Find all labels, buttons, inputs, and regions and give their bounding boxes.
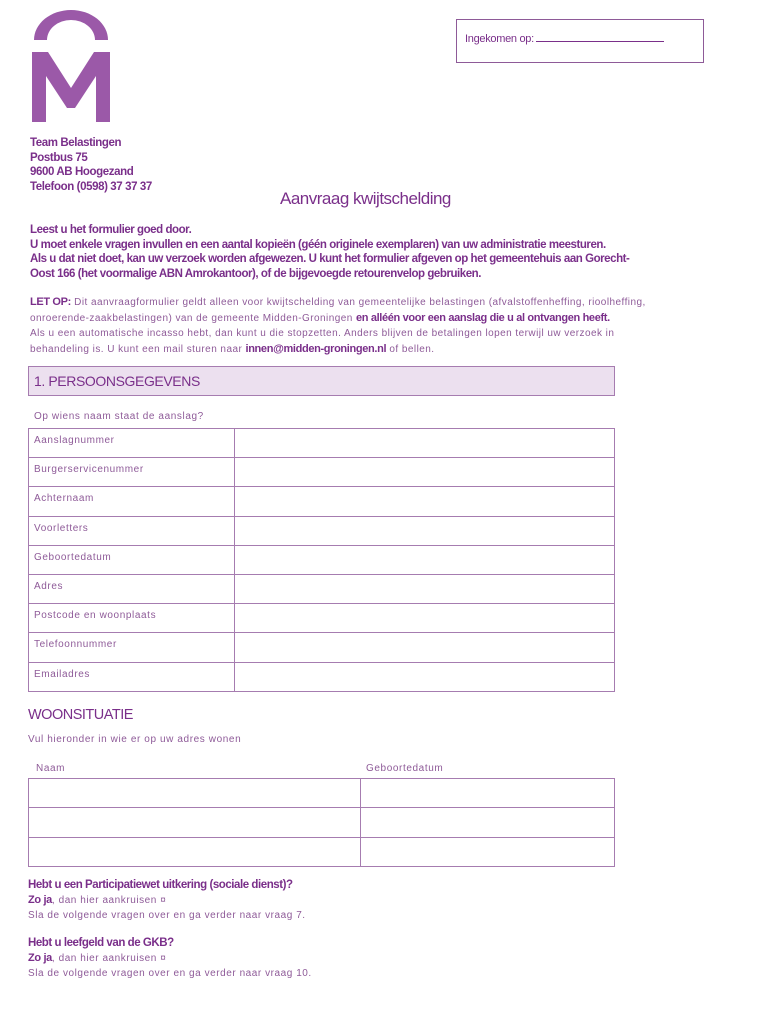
page-title: Aanvraag kwijtschelding	[280, 189, 451, 208]
field-label: Emailadres	[29, 662, 235, 691]
personal-data-table	[28, 428, 615, 692]
note-text: of bellen.	[386, 343, 435, 355]
table-row	[29, 545, 615, 574]
field-input[interactable]	[235, 516, 615, 545]
field-label: Achternaam	[29, 487, 235, 516]
intro-line: Oost 166 (het voormalige ABN Amrokantoor), of de bijgevoegde retourenvelop gebruiken.	[30, 268, 482, 281]
note-text: onroerende-zaakbelastingen) van de gemeente Midden-Groningen	[30, 312, 356, 324]
field-label: Voorletters	[29, 516, 235, 545]
note-text: Dit aanvraagformulier geldt alleen voor kwijtschelding van gemeentelijke belastingen (afvalstoffenheffing, rioolheffing,	[70, 297, 646, 308]
intro-line: Leest u het formulier goed door.	[30, 224, 192, 236]
yes-label: Zo ja	[28, 894, 52, 906]
municipality-m-logo	[30, 10, 112, 128]
table-row	[29, 516, 615, 545]
resident-birthdate-input[interactable]	[361, 779, 615, 808]
skip-instruction: Sla de volgende vragen over en ga verder naar vraag 10.	[28, 968, 312, 979]
note-block	[30, 295, 735, 357]
note-text: Als u een automatische incasso hebt, dan kunt u die stopzetten. Anders blijven de betalingen lopen terwijl uw verzoek in	[30, 328, 615, 339]
column-header-name: Naam	[36, 763, 66, 774]
answer-yes-gkb[interactable]	[28, 951, 166, 966]
section-question: Op wiens naam staat de aanslag?	[34, 411, 204, 422]
note-label: LET OP:	[30, 296, 71, 308]
resident-birthdate-input[interactable]	[361, 808, 615, 837]
email-link[interactable]: innen@midden-groningen.nl	[245, 342, 387, 355]
field-input[interactable]	[235, 458, 615, 487]
table-row	[29, 808, 615, 837]
table-row	[29, 429, 615, 458]
received-date-field[interactable]	[536, 33, 664, 42]
field-input[interactable]	[235, 633, 615, 662]
field-input[interactable]	[235, 662, 615, 691]
table-row	[29, 662, 615, 691]
checkbox-text: , dan hier aankruisen ¤	[51, 895, 167, 906]
resident-name-input[interactable]	[29, 779, 361, 808]
field-input[interactable]	[235, 604, 615, 633]
intro-line: Als u dat niet doet, kan uw verzoek worden afgewezen. U kunt het formulier afgeven op het gemeentehuis aan Gorecht-	[30, 253, 630, 266]
note-text: behandeling is. U kunt een mail sturen naar	[30, 343, 246, 355]
resident-name-input[interactable]	[29, 837, 361, 866]
address-line: 9600 AB Hoogezand	[30, 166, 134, 178]
question-gkb: Hebt u leefgeld van de GKB?	[28, 937, 174, 949]
checkbox-text: , dan hier aankruisen ¤	[51, 953, 167, 964]
field-label: Burgerservicenummer	[29, 458, 235, 487]
table-row	[29, 837, 615, 866]
intro-text	[30, 223, 730, 282]
address-line: Team Belastingen	[30, 137, 122, 149]
address-phone: Telefoon (0598) 37 37 37	[30, 180, 152, 193]
field-input[interactable]	[235, 545, 615, 574]
section-title-woonsituatie: WOONSITUATIE	[28, 707, 133, 723]
table-row	[29, 604, 615, 633]
intro-line: U moet enkele vragen invullen en een aantal kopieën (géén originele exemplaren) van uw administratie meesturen.	[30, 238, 606, 251]
table-row	[29, 458, 615, 487]
question-participatiewet: Hebt u een Participatiewet uitkering (sociale dienst)?	[28, 879, 293, 891]
skip-instruction: Sla de volgende vragen over en ga verder naar vraag 7.	[28, 910, 306, 921]
received-label: Ingekomen op:	[465, 33, 534, 45]
resident-name-input[interactable]	[29, 808, 361, 837]
residents-table	[28, 778, 615, 867]
field-label: Postcode en woonplaats	[29, 604, 235, 633]
field-label: Adres	[29, 574, 235, 603]
field-input[interactable]	[235, 487, 615, 516]
field-input[interactable]	[235, 429, 615, 458]
answer-yes-participatiewet[interactable]	[28, 893, 166, 908]
field-label: Geboortedatum	[29, 545, 235, 574]
field-input[interactable]	[235, 574, 615, 603]
field-label: Aanslagnummer	[29, 429, 235, 458]
table-row	[29, 779, 615, 808]
address-line: Postbus 75	[30, 151, 88, 164]
woonsituatie-instruction: Vul hieronder in wie er op uw adres wonen	[28, 734, 242, 745]
yes-label: Zo ja	[28, 952, 52, 964]
resident-birthdate-input[interactable]	[361, 837, 615, 866]
table-row	[29, 574, 615, 603]
table-row	[29, 487, 615, 516]
column-header-birthdate: Geboortedatum	[366, 763, 444, 774]
note-emphasis: en alléén voor een aanslag die u al ontvangen heeft.	[355, 311, 610, 324]
table-row	[29, 633, 615, 662]
received-date-box	[456, 19, 704, 63]
section-header-persoonsgegevens: 1. PERSOONSGEGEVENS	[28, 366, 615, 396]
sender-address	[30, 136, 152, 194]
field-label: Telefoonnummer	[29, 633, 235, 662]
